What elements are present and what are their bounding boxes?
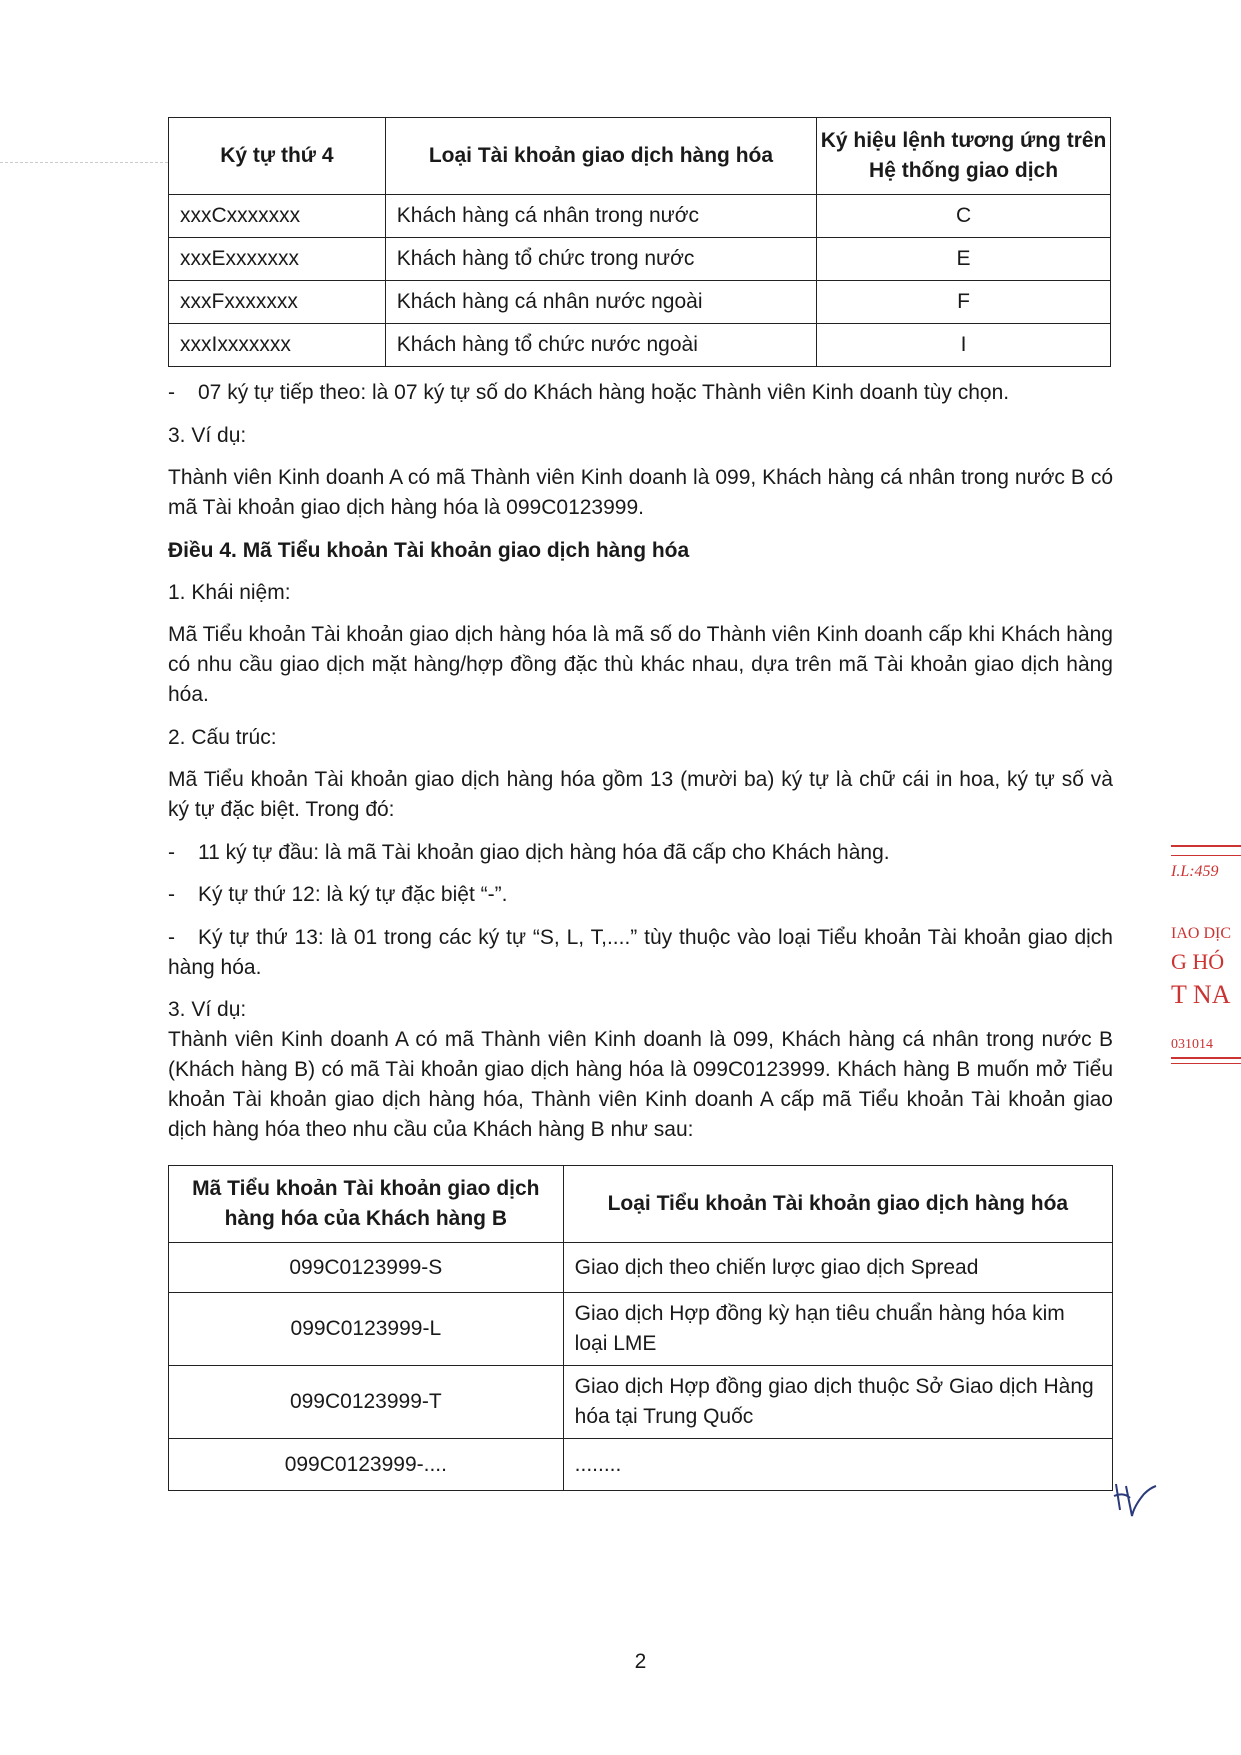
article-heading: Điều 4. Mã Tiểu khoản Tài khoản giao dịch hàng hóa	[168, 539, 690, 562]
table-row	[169, 238, 1111, 281]
bullet-dash: -	[168, 841, 175, 864]
table-header-cell: Ký tự thứ 4	[169, 118, 386, 195]
table-cell: ........	[563, 1439, 1112, 1491]
table-row	[169, 1439, 1113, 1491]
section-label: 2. Cấu trúc:	[168, 726, 277, 749]
table-header-cell: Mã Tiểu khoản Tài khoản giao dịch hàng hóa của Khách hàng B	[169, 1166, 564, 1243]
table-cell: Giao dịch theo chiến lược giao dịch Spread	[563, 1243, 1112, 1293]
bullet-paragraph	[168, 838, 1113, 868]
table-row	[169, 1366, 1113, 1439]
table-header-cell: Loại Tài khoản giao dịch hàng hóa	[385, 118, 816, 195]
table-cell: 099C0123999-T	[169, 1366, 564, 1439]
table-header-cell: Ký hiệu lệnh tương ứng trên Hệ thống giao dịch	[817, 118, 1111, 195]
paragraph-text: 07 ký tự tiếp theo: là 07 ký tự số do Khách hàng hoặc Thành viên Kinh doanh tùy chọn.	[198, 381, 1010, 404]
scan-artifact-line	[0, 162, 168, 163]
paragraph-text: 11 ký tự đầu: là mã Tài khoản giao dịch hàng hóa đã cấp cho Khách hàng.	[198, 841, 890, 864]
stamp-text: G HÓ	[1171, 949, 1225, 974]
table-cell: F	[817, 281, 1111, 324]
table-cell: Khách hàng tổ chức trong nước	[385, 238, 816, 281]
account-type-table	[168, 117, 1111, 367]
table-cell: xxxExxxxxxx	[169, 238, 386, 281]
table-cell: Khách hàng cá nhân trong nước	[385, 195, 816, 238]
section-label: 1. Khái niệm:	[168, 581, 291, 604]
stamp-text: I.L:459	[1171, 863, 1219, 880]
table-cell: xxxFxxxxxxx	[169, 281, 386, 324]
paragraph: Mã Tiểu khoản Tài khoản giao dịch hàng hóa gồm 13 (mười ba) ký tự là chữ cái in hoa, ký tự số và ký tự đặc biệt. Trong đó:	[168, 768, 1113, 821]
table-cell: Giao dịch Hợp đồng kỳ hạn tiêu chuẩn hàng hóa kim loại LME	[563, 1293, 1112, 1366]
table-cell: C	[817, 195, 1111, 238]
table-row	[169, 1293, 1113, 1366]
red-stamp-fragment	[1165, 845, 1241, 1085]
table-row	[169, 1243, 1113, 1293]
stamp-text: 031014	[1171, 1037, 1213, 1052]
bullet-paragraph	[168, 923, 1113, 983]
paragraph: Mã Tiểu khoản Tài khoản giao dịch hàng hóa là mã số do Thành viên Kinh doanh cấp khi Khách hàng có nhu cầu giao dịch mặt hàng/hợp đồng đặc thù khác nhau, dựa trên mã Tài khoản giao dịch hàng hóa.	[168, 623, 1113, 706]
table-header-cell: Loại Tiểu khoản Tài khoản giao dịch hàng hóa	[563, 1166, 1112, 1243]
table-cell: 099C0123999-S	[169, 1243, 564, 1293]
table-cell: I	[817, 324, 1111, 367]
section-label: 3. Ví dụ:	[168, 998, 247, 1021]
table-header-row	[169, 1166, 1113, 1243]
table-cell: 099C0123999-L	[169, 1293, 564, 1366]
bullet-dash: -	[168, 883, 175, 906]
initials-signature-icon	[1110, 1480, 1160, 1530]
table-cell: xxxIxxxxxxx	[169, 324, 386, 367]
bullet-paragraph	[168, 880, 1113, 910]
table-cell: Khách hàng tổ chức nước ngoài	[385, 324, 816, 367]
table-row	[169, 281, 1111, 324]
table-row	[169, 324, 1111, 367]
page-number: 2	[634, 1650, 647, 1673]
table-cell: 099C0123999-....	[169, 1439, 564, 1491]
stamp-text: T NA	[1171, 980, 1231, 1009]
bullet-paragraph	[168, 378, 1113, 408]
stamp-text: IAO DỊC	[1171, 925, 1231, 942]
table-header-row	[169, 118, 1111, 195]
table-cell: E	[817, 238, 1111, 281]
table-cell: Giao dịch Hợp đồng giao dịch thuộc Sở Giao dịch Hàng hóa tại Trung Quốc	[563, 1366, 1112, 1439]
subaccount-table	[168, 1165, 1113, 1491]
bullet-dash: -	[168, 381, 175, 404]
table-row	[169, 195, 1111, 238]
table-cell: Khách hàng cá nhân nước ngoài	[385, 281, 816, 324]
table-cell: xxxCxxxxxxx	[169, 195, 386, 238]
paragraph-text: Ký tự thứ 12: là ký tự đặc biệt “-”.	[198, 883, 508, 906]
paragraph-text: Ký tự thứ 13: là 01 trong các ký tự “S, L, T,....” tùy thuộc vào loại Tiểu khoản Tài khoản giao dịch hàng hóa.	[168, 926, 1113, 979]
paragraph: Thành viên Kinh doanh A có mã Thành viên Kinh doanh là 099, Khách hàng cá nhân trong nước B (Khách hàng B) có mã Tài khoản giao dịch hàng hóa là 099C0123999. Khách hàng B muốn mở Tiểu khoản Tài khoản giao dịch hàng hóa, Thành viên Kinh doanh A cấp mã Tiểu khoản Tài khoản giao dịch hàng hóa theo nhu cầu của Khách hàng B như sau:	[168, 1028, 1113, 1141]
bullet-dash: -	[168, 926, 175, 949]
section-label: 3. Ví dụ:	[168, 424, 247, 447]
paragraph: Thành viên Kinh doanh A có mã Thành viên Kinh doanh là 099, Khách hàng cá nhân trong nước B có mã Tài khoản giao dịch hàng hóa là 099C0123999.	[168, 466, 1113, 519]
